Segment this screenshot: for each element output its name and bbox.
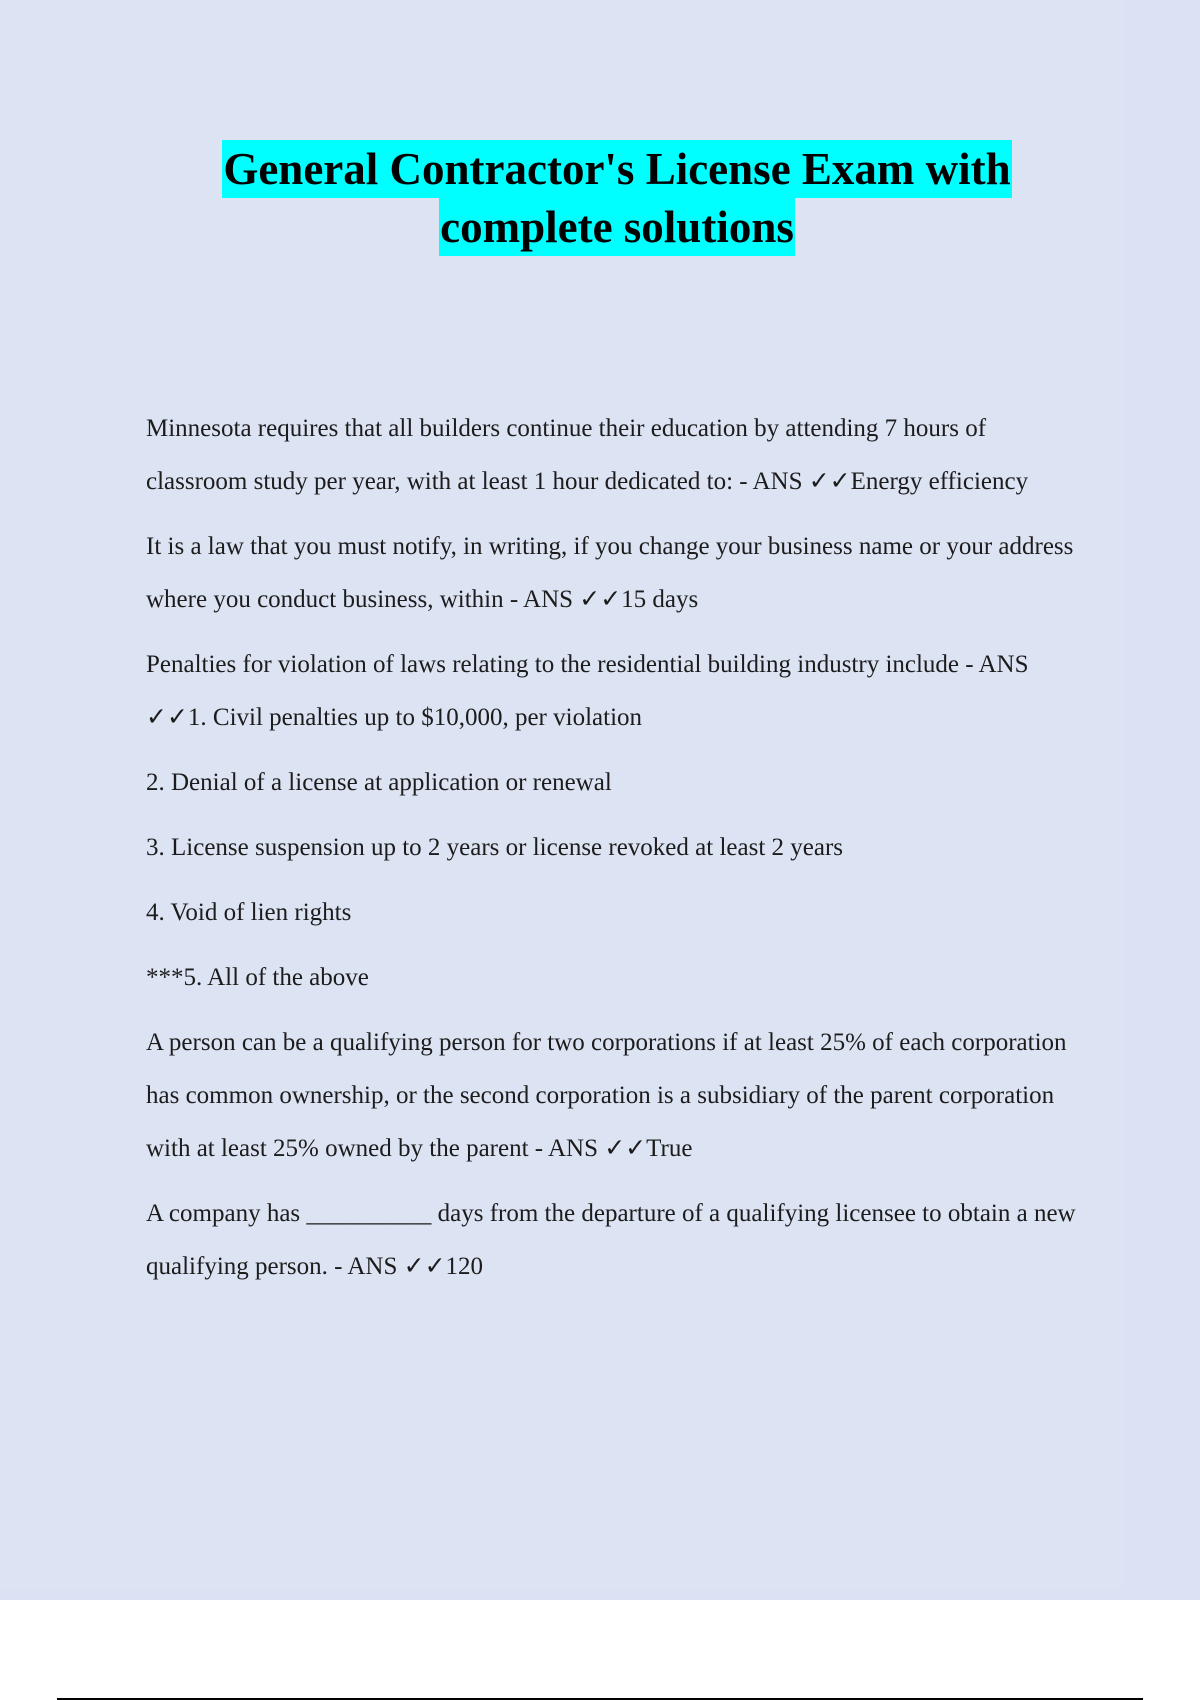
qa-paragraph: Penalties for violation of laws relating to the residential building industry include - ANS ✓✓1. Civil penalties up to $10,000, per violation [146,651,1029,731]
qa-paragraph: It is a law that you must notify, in writing, if you change your business name or your address where you conduct business, within - ANS ✓✓15 days [146,533,1074,613]
qa-paragraph: A company has __________ days from the departure of a qualifying licensee to obtain a new qualifying person. - ANS ✓✓120 [146,1200,1076,1280]
title-line-2: complete solutions [439,198,795,256]
document-body [146,402,1086,1305]
list-item: 4. Void of lien rights [146,899,352,926]
document-title [0,140,1200,256]
list-item: 2. Denial of a license at application or renewal [146,769,612,796]
title-line-1: General Contractor's License Exam with [222,140,1011,198]
qa-paragraph: Minnesota requires that all builders continue their education by attending 7 hours of classroom study per year, with at least 1 hour dedicated to: - ANS ✓✓Energy efficiency [146,415,1029,495]
list-item: 3. License suspension up to 2 years or license revoked at least 2 years [146,834,844,861]
qa-paragraph: A person can be a qualifying person for two corporations if at least 25% of each corporation has common ownership, or the second corporation is a subsidiary of the parent corporation with at least 25% owned by the parent - ANS ✓✓True [146,1029,1067,1162]
list-item: ***5. All of the above [146,964,369,991]
